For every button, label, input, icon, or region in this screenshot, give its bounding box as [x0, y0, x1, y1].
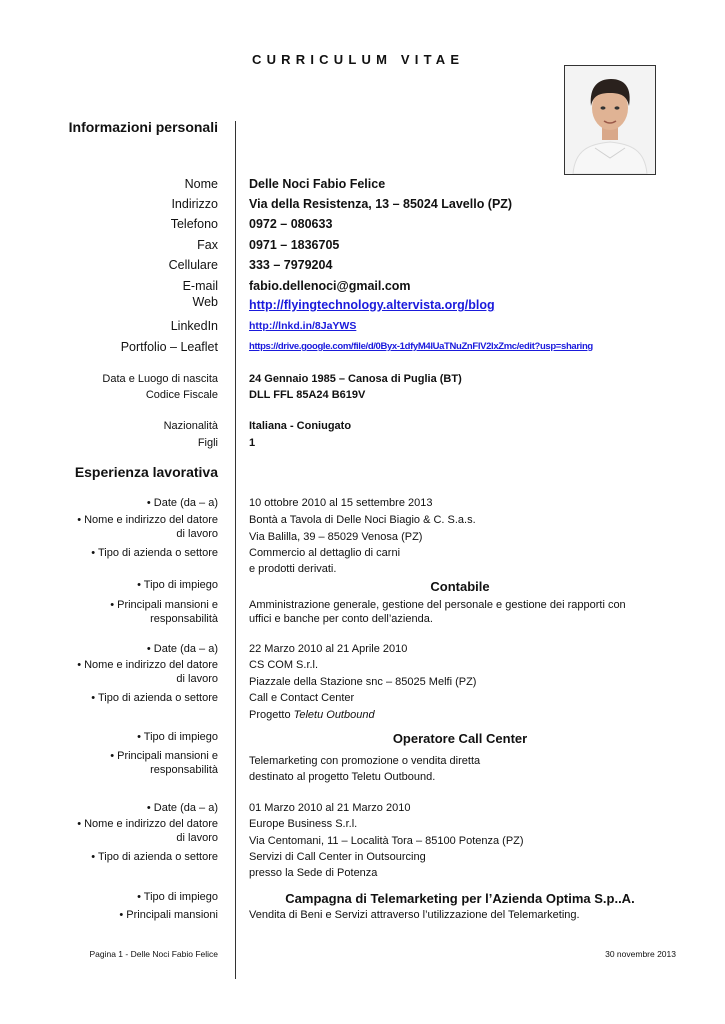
job-sector-project: Teletu Outbound	[293, 709, 375, 721]
label-employer: • Nome e indirizzo del datore	[77, 659, 218, 671]
job-employer-address: Via Centomani, 11 – Località Tora – 85100 Potenza (PZ)	[249, 835, 524, 847]
footer-page-number: Pagina 1 -	[89, 949, 131, 959]
label-fax: Fax	[197, 238, 218, 252]
value-codice-fiscale: DLL FFL 85A24 B619V	[249, 389, 366, 401]
value-cellulare: 333 – 7979204	[249, 258, 333, 272]
job-dates: 22 Marzo 2010 al 21 Aprile 2010	[249, 643, 408, 655]
label-employer: • Nome e indirizzo del datore	[77, 514, 218, 526]
job-role: Campagna di Telemarketing per l’Azienda Optima S.p..A.	[285, 891, 635, 906]
label-sector: • Tipo di azienda o settore	[91, 692, 218, 704]
label-linkedin: LinkedIn	[170, 319, 218, 333]
label-date: • Date (da – a)	[146, 497, 218, 509]
label-birth: Data e Luogo di nascita	[102, 373, 218, 385]
job-role: Contabile	[430, 579, 490, 594]
label-email: E-mail	[182, 279, 218, 293]
value-indirizzo: Via della Resistenza, 13 – 85024 Lavello (PZ)	[249, 197, 513, 211]
label-cellulare: Cellulare	[168, 258, 218, 272]
label-sector: • Tipo di azienda o settore	[91, 851, 218, 863]
value-email[interactable]: fabio.dellenoci@gmail.com	[249, 279, 411, 293]
job-dates: 01 Marzo 2010 al 21 Marzo 2010	[249, 802, 411, 814]
value-nome: Delle Noci Fabio Felice	[249, 177, 386, 191]
job-duties-cont: destinato al progetto Teletu Outbound.	[249, 771, 436, 783]
label-employer-cont: di lavoro	[176, 528, 218, 540]
label-employer-cont: di lavoro	[176, 832, 218, 844]
label-nome: Nome	[184, 177, 218, 191]
vertical-divider	[235, 121, 236, 979]
job-sector: Commercio al dettaglio di carni	[249, 547, 401, 559]
portfolio-link[interactable]: https://drive.google.com/file/d/0Byx-1dfyM4lUaTNuZnFlV2lxZmc/edit?usp=sharing	[249, 341, 593, 352]
linkedin-link[interactable]: http://lnkd.in/8JaYWS	[249, 320, 357, 332]
job-duties-cont: uffici e banche per conto dell’azienda.	[249, 613, 433, 625]
label-job-type: • Tipo di impiego	[137, 891, 218, 903]
label-job-type: • Tipo di impiego	[137, 731, 218, 743]
footer-author: Delle Noci Fabio Felice	[130, 949, 218, 959]
profile-photo	[564, 65, 656, 175]
job-role: Operatore Call Center	[392, 731, 528, 746]
label-nazionalita: Nazionalità	[163, 420, 218, 432]
label-figli: Figli	[197, 437, 218, 449]
label-codice-fiscale: Codice Fiscale	[145, 389, 218, 401]
web-link[interactable]: http://flyingtechnology.altervista.org/blog	[249, 298, 495, 312]
job-employer-name: Europe Business S.r.l.	[249, 818, 358, 830]
section-heading-experience: Esperienza lavorativa	[74, 464, 218, 480]
label-telefono: Telefono	[170, 217, 218, 231]
document-title: CURRICULUM VITAE	[252, 52, 465, 67]
label-indirizzo: Indirizzo	[171, 197, 218, 211]
job-sector: Servizi di Call Center in Outsourcing	[249, 851, 426, 863]
label-duties: • Principali mansioni	[119, 909, 218, 921]
label-sector: • Tipo di azienda o settore	[91, 547, 218, 559]
job-employer-address: Piazzale della Stazione snc – 85025 Melfi (PZ)	[249, 676, 477, 688]
label-date: • Date (da – a)	[146, 643, 218, 655]
value-telefono: 0972 – 080633	[249, 217, 333, 231]
label-portfolio: Portfolio – Leaflet	[120, 340, 218, 354]
job-duties: Vendita di Beni e Servizi attraverso l’utilizzazione del Telemarketing.	[249, 909, 580, 921]
job-employer-address: Via Balilla, 39 – 85029 Venosa (PZ)	[249, 531, 423, 543]
job-sector-cont	[249, 709, 375, 721]
value-nazionalita: Italiana - Coniugato	[249, 420, 352, 432]
label-date: • Date (da – a)	[146, 802, 218, 814]
label-duties-cont: responsabilità	[150, 764, 218, 776]
job-dates: 10 ottobre 2010 al 15 settembre 2013	[249, 497, 433, 509]
label-web: Web	[192, 295, 218, 309]
job-duties: Amministrazione generale, gestione del personale e gestione dei rapporti con	[249, 599, 626, 611]
footer-page-info	[89, 949, 218, 959]
person-portrait-icon	[565, 66, 655, 174]
section-heading-personal: Informazioni personali	[68, 119, 218, 135]
job-sector: Call e Contact Center	[249, 692, 355, 704]
job-sector-prefix: Progetto	[249, 709, 294, 721]
job-sector-cont: presso la Sede di Potenza	[249, 867, 378, 879]
job-employer-name: CS COM S.r.l.	[249, 659, 319, 671]
value-fax: 0971 – 1836705	[249, 238, 340, 252]
label-employer: • Nome e indirizzo del datore	[77, 818, 218, 830]
job-duties: Telemarketing con promozione o vendita diretta	[249, 755, 481, 767]
label-job-type: • Tipo di impiego	[137, 579, 218, 591]
job-sector-cont: e prodotti derivati.	[249, 563, 337, 575]
label-duties: • Principali mansioni e	[110, 750, 218, 762]
job-employer-name: Bontà a Tavola di Delle Noci Biagio & C. S.a.s.	[249, 514, 476, 526]
label-duties-cont: responsabilità	[150, 613, 218, 625]
footer-date: 30 novembre 2013	[605, 949, 676, 959]
value-birth: 24 Gennaio 1985 – Canosa di Puglia (BT)	[249, 373, 462, 385]
value-figli: 1	[249, 437, 256, 449]
label-duties: • Principali mansioni e	[110, 599, 218, 611]
label-employer-cont: di lavoro	[176, 673, 218, 685]
